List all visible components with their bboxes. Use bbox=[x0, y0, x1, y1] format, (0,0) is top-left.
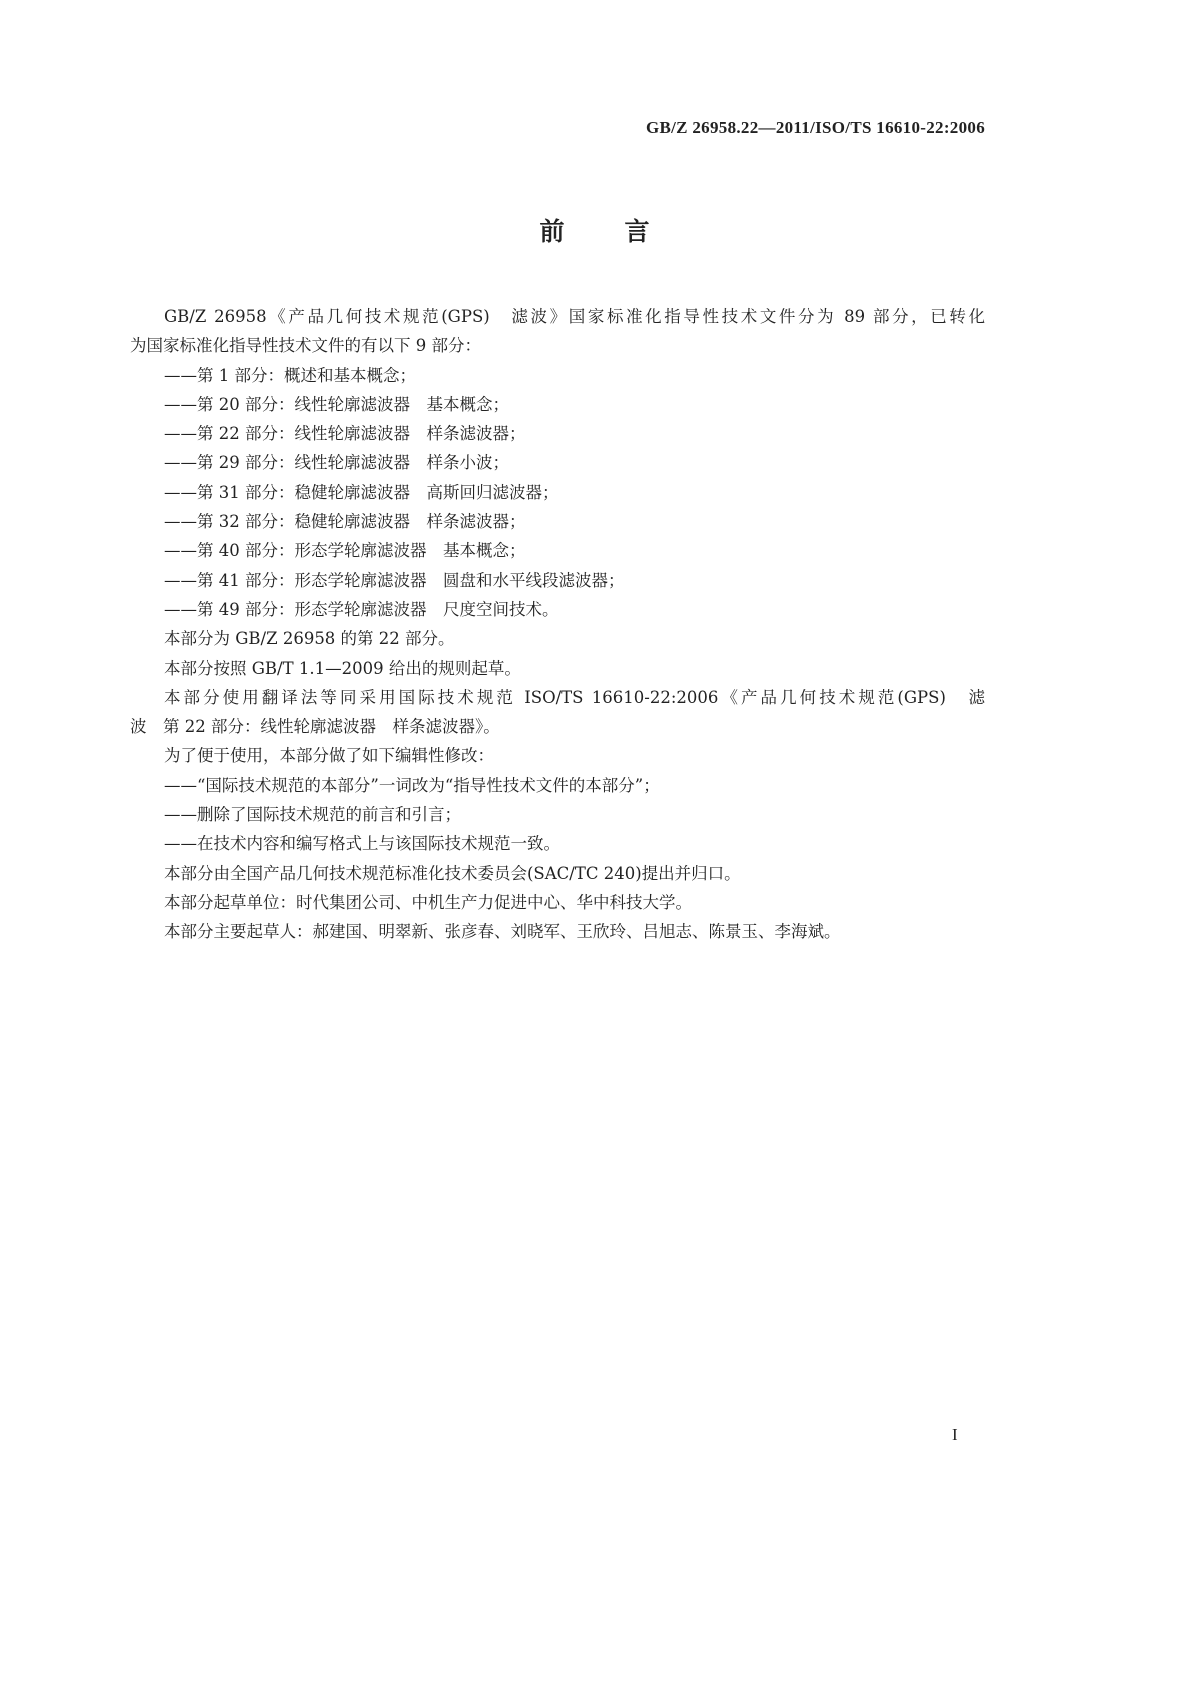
paragraph bbox=[130, 771, 985, 800]
paragraph bbox=[130, 536, 985, 565]
text-line: 本部分主要起草人：郝建国、明翠新、张彦春、刘晓军、王欣玲、吕旭志、陈景玉、李海斌。 bbox=[164, 922, 841, 942]
title-char-1: 前 bbox=[539, 217, 567, 246]
paragraph bbox=[130, 390, 985, 419]
text-line: GB/Z 26958《产品几何技术规范(GPS) 滤波》国家标准化指导性技术文件分为 89 部分，已转化 bbox=[164, 307, 985, 326]
paragraph bbox=[130, 302, 985, 361]
text-line: 本部分为 GB/Z 26958 的第 22 部分。 bbox=[164, 629, 455, 649]
text-line: ——第 40 部分：形态学轮廓滤波器 基本概念； bbox=[164, 541, 526, 561]
text-line: ——第 49 部分：形态学轮廓滤波器 尺度空间技术。 bbox=[164, 599, 559, 619]
text-line: 为国家标准化指导性技术文件的有以下 9 部分： bbox=[130, 336, 481, 356]
text-line: 波 第 22 部分：线性轮廓滤波器 样条滤波器》。 bbox=[130, 717, 500, 737]
title-char-2: 言 bbox=[624, 217, 652, 246]
text-line: ——在技术内容和编写格式上与该国际技术规范一致。 bbox=[164, 834, 560, 854]
text-line: 本部分按照 GB/T 1.1—2009 给出的规则起草。 bbox=[164, 658, 521, 678]
text-line: 为了便于使用，本部分做了如下编辑性修改： bbox=[164, 746, 494, 766]
paragraph bbox=[130, 595, 985, 624]
paragraph bbox=[130, 888, 985, 917]
paragraph bbox=[130, 566, 985, 595]
paragraph bbox=[130, 654, 985, 683]
text-line: ——第 20 部分：线性轮廓滤波器 基本概念； bbox=[164, 394, 509, 414]
text-line: 本部分使用翻译法等同采用国际技术规范 ISO/TS 16610-22:2006《产品几何技术规范(GPS) 滤 bbox=[164, 687, 985, 707]
text-line: 本部分起草单位：时代集团公司、中机生产力促进中心、华中科技大学。 bbox=[164, 892, 692, 912]
paragraph bbox=[130, 361, 985, 390]
paragraph bbox=[130, 448, 985, 477]
text-line: ——第 41 部分：形态学轮廓滤波器 圆盘和水平线段滤波器； bbox=[164, 570, 625, 590]
paragraph bbox=[130, 624, 985, 653]
page-title bbox=[0, 212, 1191, 248]
text-line: ——第 1 部分：概述和基本概念； bbox=[164, 365, 416, 385]
text-line: ——“国际技术规范的本部分”一词改为“指导性技术文件的本部分”； bbox=[164, 775, 660, 795]
text-line: 本部分由全国产品几何技术规范标准化技术委员会(SAC/TC 240)提出并归口。 bbox=[164, 863, 741, 883]
paragraph bbox=[130, 829, 985, 858]
paragraph bbox=[130, 683, 985, 742]
document-number-header: GB/Z 26958.22—2011/ISO/TS 16610-22:2006 bbox=[646, 118, 985, 137]
text-line: ——第 32 部分：稳健轮廓滤波器 样条滤波器； bbox=[164, 512, 526, 532]
page-number: I bbox=[952, 1425, 958, 1444]
text-line: ——删除了国际技术规范的前言和引言； bbox=[164, 805, 461, 825]
foreword-body bbox=[130, 302, 985, 947]
text-line: ——第 29 部分：线性轮廓滤波器 样条小波； bbox=[164, 453, 509, 473]
paragraph bbox=[130, 741, 985, 770]
paragraph bbox=[130, 917, 985, 946]
paragraph bbox=[130, 478, 985, 507]
text-line: ——第 22 部分：线性轮廓滤波器 样条滤波器； bbox=[164, 424, 526, 444]
paragraph bbox=[130, 859, 985, 888]
text-line: ——第 31 部分：稳健轮廓滤波器 高斯回归滤波器； bbox=[164, 482, 559, 502]
paragraph bbox=[130, 419, 985, 448]
paragraph bbox=[130, 800, 985, 829]
paragraph bbox=[130, 507, 985, 536]
